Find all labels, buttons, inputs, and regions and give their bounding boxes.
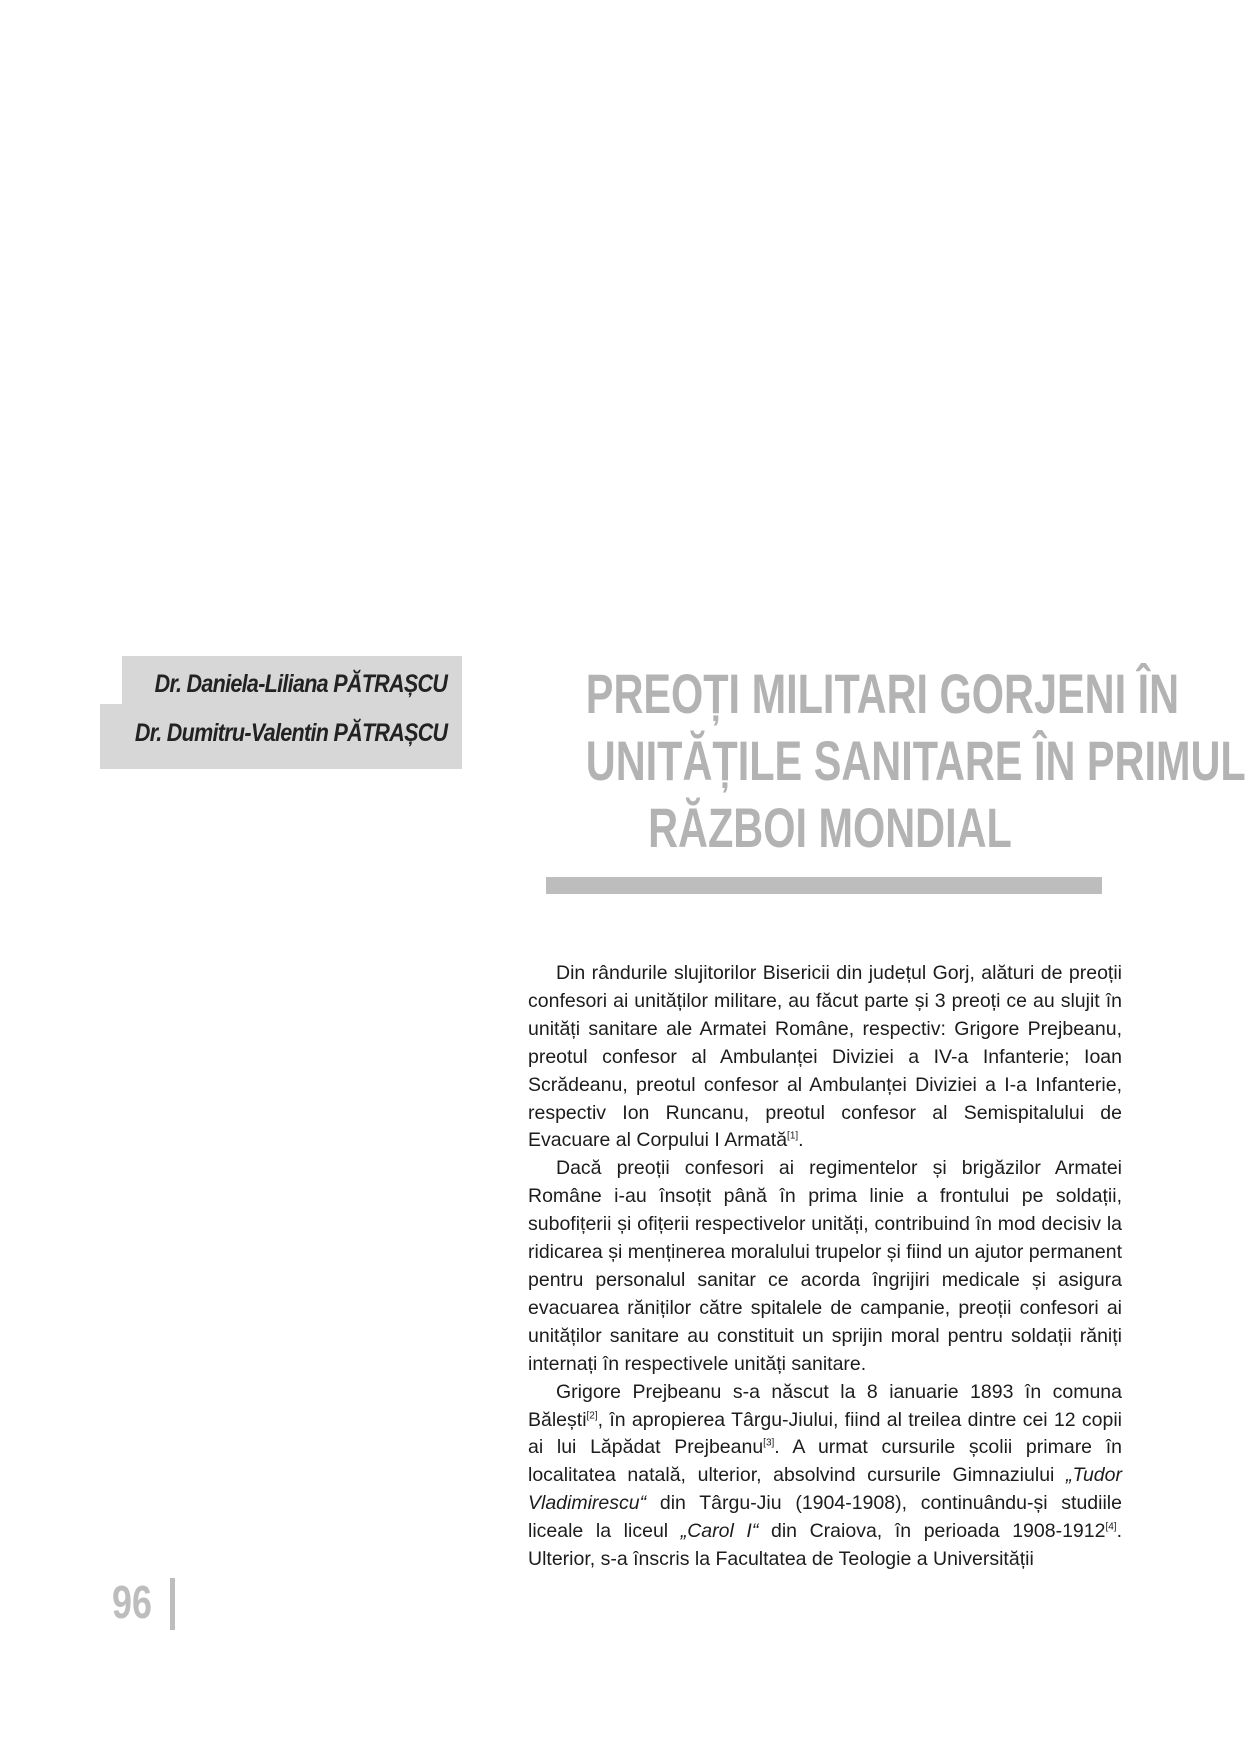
footnote-ref-2[interactable]: [2]: [586, 1410, 598, 1421]
paragraph-1-text: Din rândurile slujitorilor Bisericii din județul Gorj, alături de preoții confesori ai unităților militare, au făcut parte și 3 preoți ce au slujit în unități sanitare ale Armatei Române, respectiv: Grigore Prejbeanu, preotul confesor al Ambulanței Diviziei a IV-a Infanterie; Ioan Scrădeanu, preotul confesor al Ambulanței Diviziei a I-a Infanterie, respectiv Ion Runcanu, preotul confesor al Semispitalului de Evacuare al Corpului I Armată: [528, 962, 1122, 1152]
page-number: 96: [112, 1576, 152, 1628]
italic-school-name: „Tudor Vladimirescu“: [528, 1464, 1122, 1515]
author-name-1: Dr. Daniela-Liliana PĂTRAȘCU: [154, 670, 447, 698]
footnote-ref-4[interactable]: [4]: [1105, 1521, 1117, 1533]
title-line-1: PREOȚI MILITARI GORJENI ÎN: [585, 662, 1180, 725]
paragraph-3-text-3: . A urmat cursurile școlii primare în localitatea natală, ulterior, absolvind cursurile Gimnaziului: [528, 1436, 1122, 1487]
paragraph-1-end: .: [798, 1129, 804, 1152]
paragraph-1: [528, 960, 1122, 1155]
article-title: [500, 660, 1246, 861]
article-body: [528, 960, 1122, 1574]
paragraph-3-text-4: din Târgu-Jiu (1904-1908), continuându-și studiile liceale la liceul: [528, 1492, 1122, 1543]
paragraph-3-text-2: , în apropierea Târgu-Jiului, fiind al treilea dintre cei 12 copii ai lui Lăpădat Prejbeanu: [528, 1408, 1122, 1459]
paragraph-2: Dacă preoții confesori ai regimentelor și brigăzilor Armatei Române i-au însoțit până în prima linie a frontului pe soldații, subofițerii și ofițerii respectivelor unități, contribuind în mod decisiv la ridicarea și menținerea moralului trupelor și fiind un ajutor permanent pentru personalul sanitar ce acorda îngrijiri medicale și asigura evacuarea răniților către spitalele de campanie, preoții confesori ai unităților sanitare au constituit un sprijin moral pentru soldații răniți internați în respectivele unități sanitare.: [528, 1157, 1122, 1375]
paragraph-3-text-5: din Craiova, în perioada 1908-1912: [758, 1520, 1106, 1543]
paragraph-3-text-1: Grigore Prejbeanu s-a născut la 8 ianuarie 1893 în comuna Bălești: [528, 1380, 1122, 1431]
footnote-ref-1[interactable]: [1]: [787, 1130, 799, 1142]
title-line-2: UNITĂȚILE SANITARE ÎN PRIMUL: [585, 729, 1246, 792]
paragraph-3-text-6: . Ulterior, s-a înscris la Facultatea de Teologie a Universității: [528, 1520, 1123, 1571]
title-underline-bar: [546, 877, 1102, 894]
author-name-2: Dr. Dumitru-Valentin PĂTRAȘCU: [134, 719, 447, 747]
paragraph-3: [528, 1379, 1122, 1574]
footnote-ref-3[interactable]: [3]: [763, 1437, 775, 1449]
page-number-divider: [170, 1578, 175, 1630]
title-line-3: RĂZBOI MONDIAL: [648, 796, 1012, 859]
italic-highschool-name: „Carol I“: [680, 1520, 759, 1543]
